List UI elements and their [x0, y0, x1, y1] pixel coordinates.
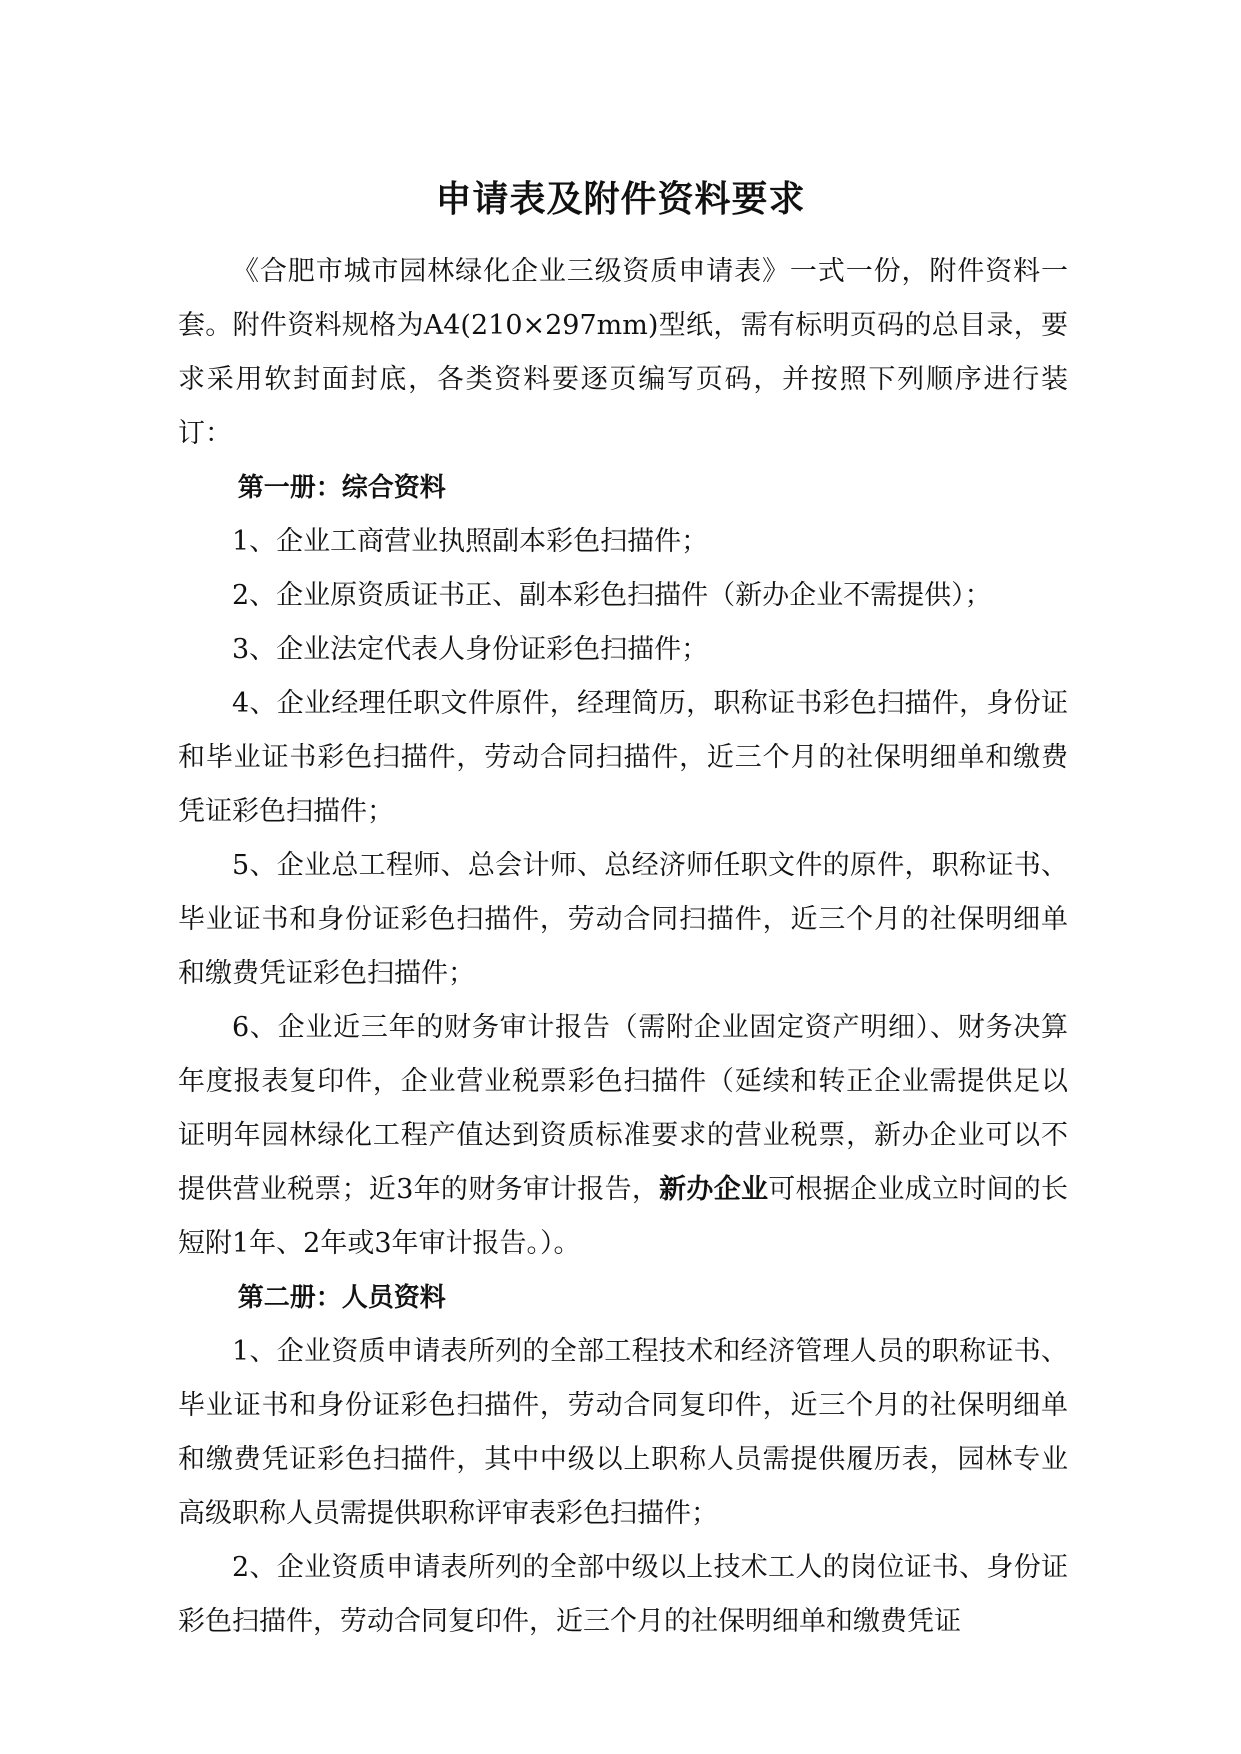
list-item: 2、企业原资质证书正、副本彩色扫描件（新办企业不需提供）； — [232, 580, 992, 611]
document-body — [178, 245, 1068, 1649]
list-item: 5、企业总工程师、总会计师、总经济师任职文件的原件，职称证书、毕业证书和身份证彩色扫描件，劳动合同扫描件，近三个月的社保明细单和缴费凭证彩色扫描件； — [178, 850, 1068, 989]
list-item: 4、企业经理任职文件原件，经理简历，职称证书彩色扫描件，身份证和毕业证书彩色扫描件，劳动合同扫描件，近三个月的社保明细单和缴费凭证彩色扫描件； — [178, 688, 1068, 827]
item6-text-b: 可根据企业成立时间的长短附1年、2年或3年审计报告。）。 — [178, 1174, 1069, 1259]
intro-paragraph: 《合肥市城市园林绿化企业三级资质申请表》一式一份，附件资料一套。附件资料规格为A4(210×297mm)型纸，需有标明页码的总目录，要求采用软封面封底，各类资料要逐页编写页码，并按照下列顺序进行装订： — [178, 256, 1068, 449]
list-item: 1、企业工商营业执照副本彩色扫描件； — [232, 526, 709, 557]
item6-bold-text: 新办企业 — [659, 1174, 769, 1205]
list-item: 3、企业法定代表人身份证彩色扫描件； — [232, 634, 709, 665]
item6-text-a: 6、企业近三年的财务审计报告（需附企业固定资产明细）、财务决算年度报表复印件，企业营业税票彩色扫描件（延续和转正企业需提供足以证明年园林绿化工程产值达到资质标准要求的营业税票，新办企业可以不提供营业税票；近3年的财务审计报告， — [178, 1012, 1068, 1205]
list-item-financial — [178, 1001, 1068, 1271]
list-item: 2、企业资质申请表所列的全部中级以上技术工人的岗位证书、身份证彩色扫描件，劳动合同复印件，近三个月的社保明细单和缴费凭证 — [178, 1552, 1068, 1637]
section-heading-personnel: 第二册：人员资料 — [237, 1283, 446, 1313]
section-heading-general: 第一册：综合资料 — [237, 473, 446, 503]
list-item: 1、企业资质申请表所列的全部工程技术和经济管理人员的职称证书、毕业证书和身份证彩色扫描件，劳动合同复印件，近三个月的社保明细单和缴费凭证彩色扫描件，其中中级以上职称人员需提供履历表，园林专业高级职称人员需提供职称评审表彩色扫描件； — [178, 1336, 1068, 1529]
document-title: 申请表及附件资料要求 — [435, 179, 806, 220]
